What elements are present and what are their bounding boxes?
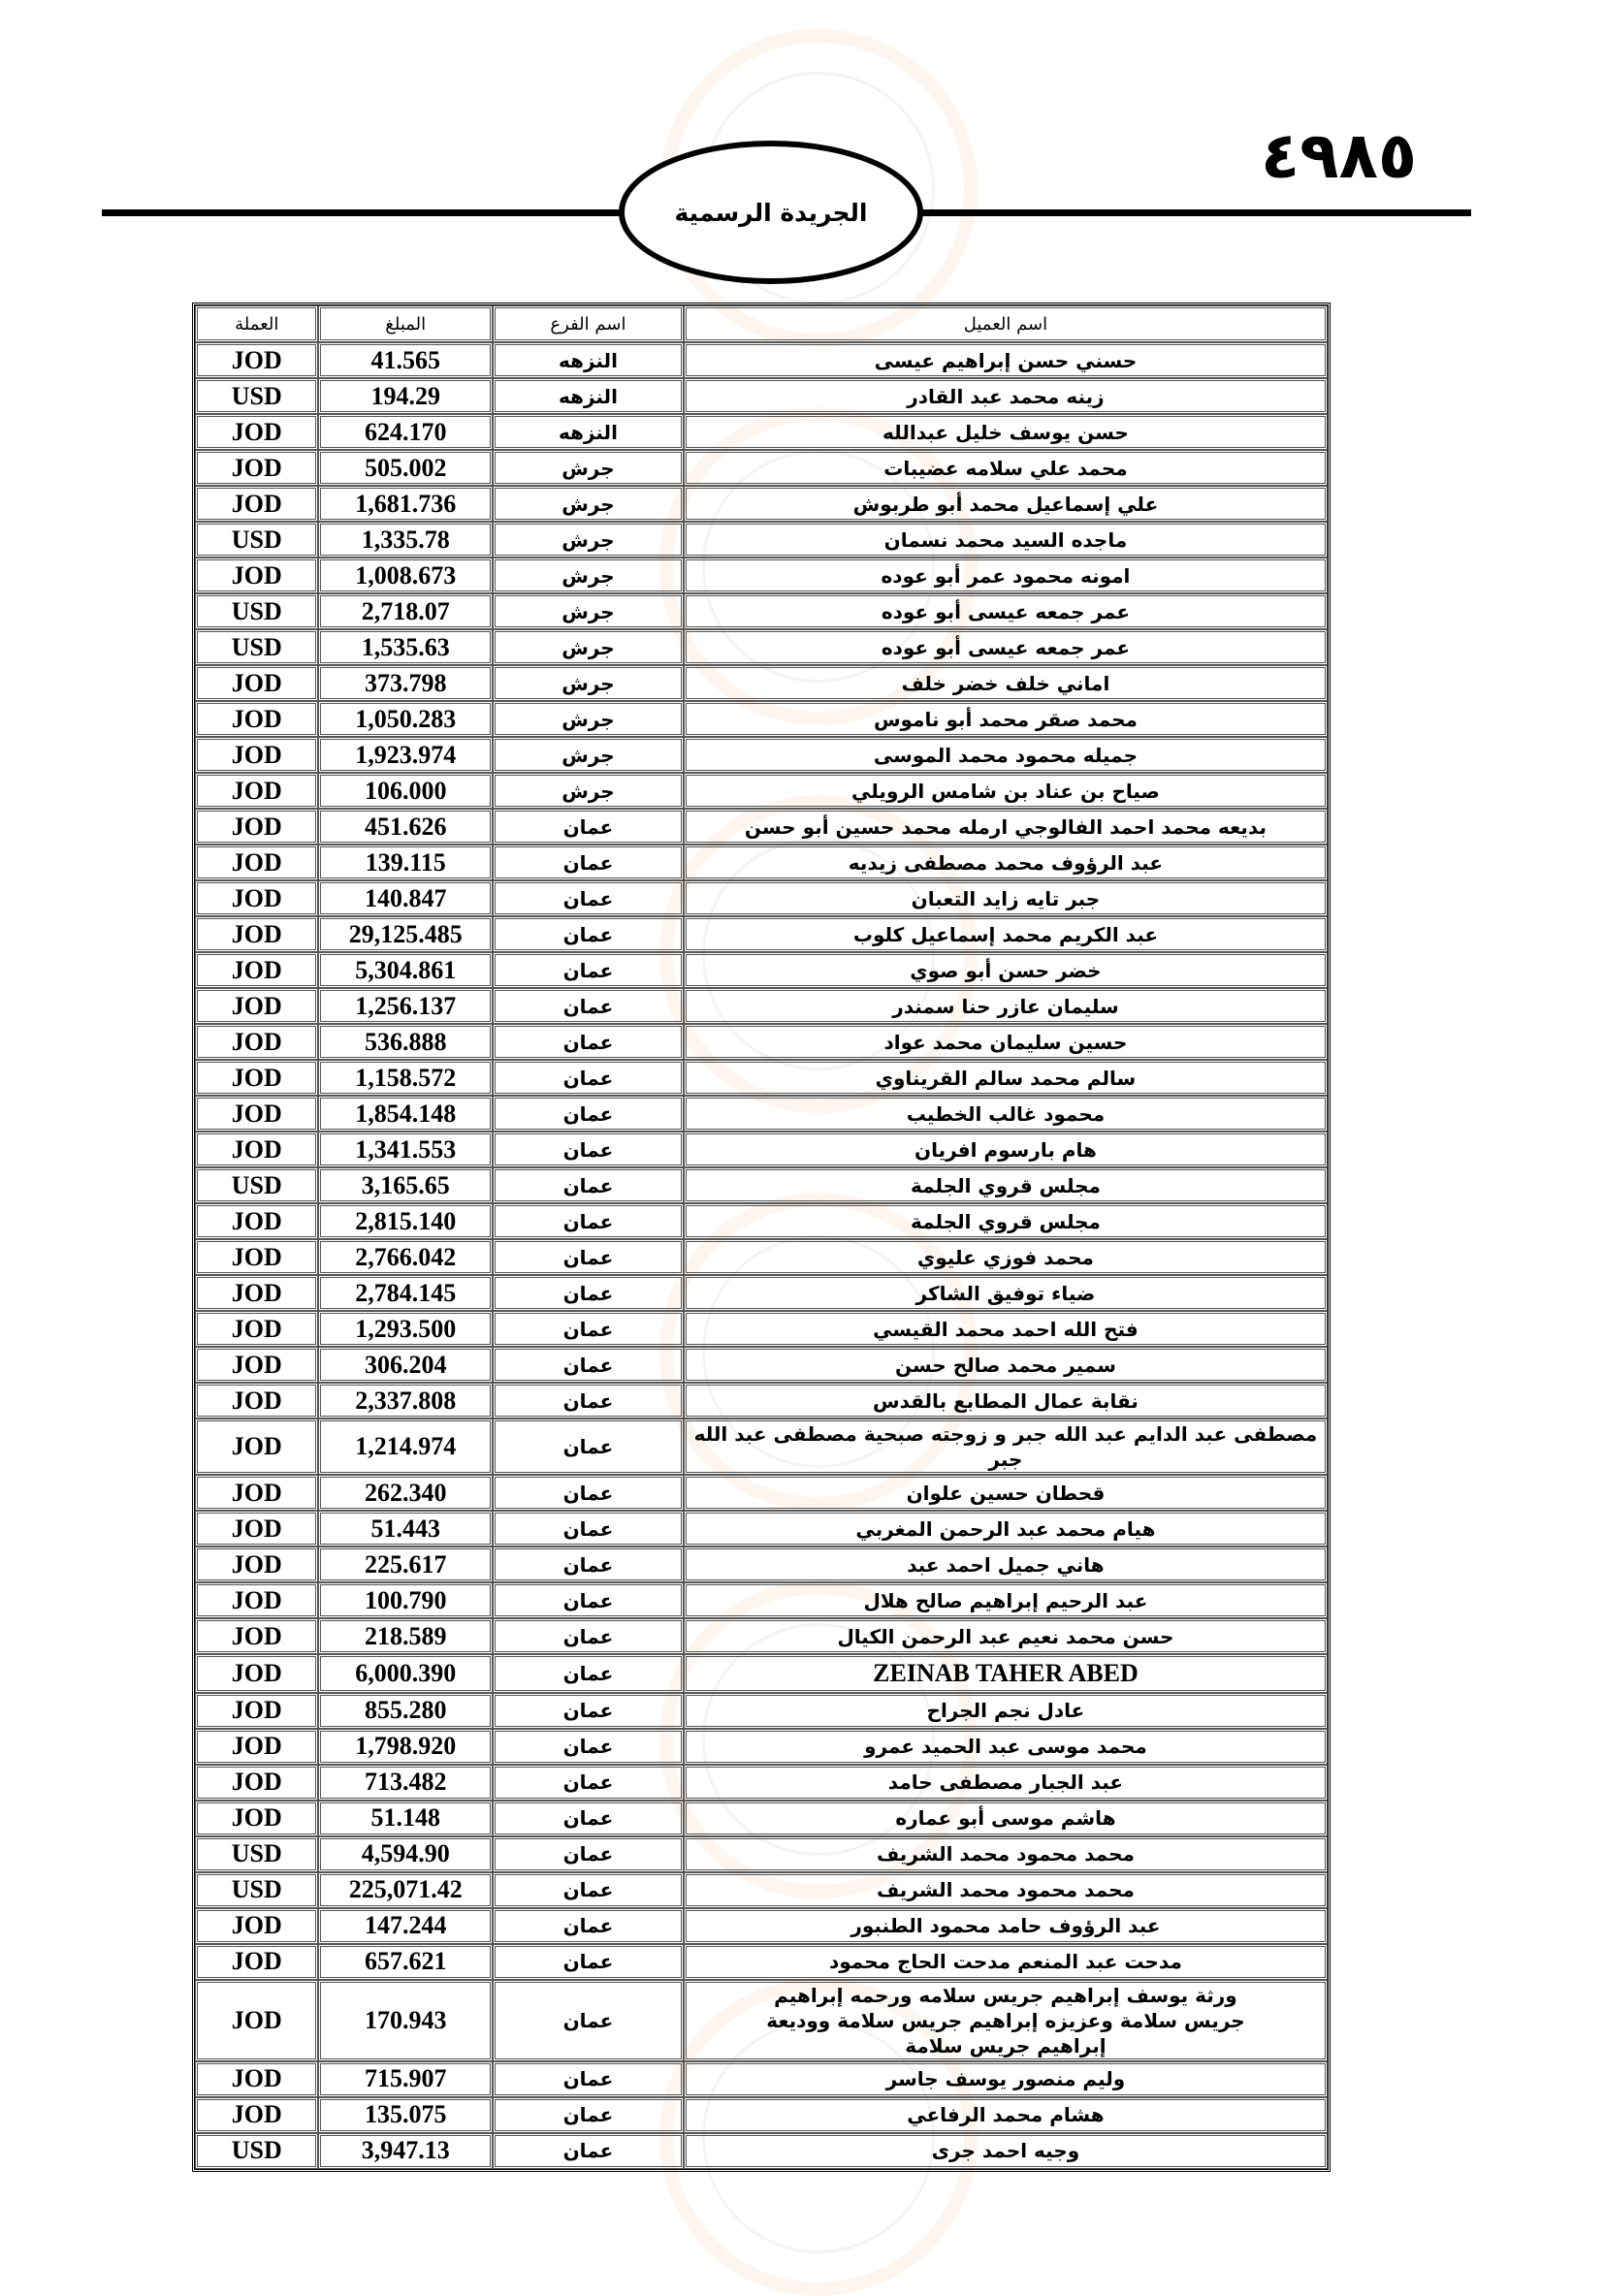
table-row <box>195 486 1328 522</box>
table-row <box>195 737 1328 773</box>
cell-currency: JOD <box>195 952 318 988</box>
table-row <box>195 1654 1328 1693</box>
cell-amount: 1,341.553 <box>318 1132 493 1167</box>
cell-branch: عمان <box>493 1654 684 1693</box>
cell-currency: JOD <box>195 1980 318 2061</box>
cell-branch: النزهه <box>493 414 684 450</box>
gazette-title: الجريدة الرسمية <box>674 198 868 227</box>
cell-name: حسن محمد نعيم عبد الرحمن الكيال <box>684 1618 1328 1654</box>
cell-branch: عمان <box>493 952 684 988</box>
cell-name: اماني خلف خضر خلف <box>684 665 1328 701</box>
cell-amount: 139.115 <box>318 845 493 880</box>
table-row <box>195 1024 1328 1060</box>
table-row <box>195 1383 1328 1419</box>
cell-branch: عمان <box>493 916 684 952</box>
page-number: ٤٩٨٥ <box>1261 118 1418 193</box>
cell-currency: JOD <box>195 880 318 916</box>
table-row <box>195 1729 1328 1765</box>
cell-amount: 1,214.974 <box>318 1419 493 1475</box>
cell-name: عبد الكريم محمد إسماعيل كلوب <box>684 916 1328 952</box>
cell-name: محمد محمود محمد الشريف <box>684 1836 1328 1872</box>
column-header-name: اسم العميل <box>684 305 1328 342</box>
cell-currency: JOD <box>195 1801 318 1836</box>
cell-branch: عمان <box>493 1908 684 1944</box>
cell-amount: 306.204 <box>318 1347 493 1383</box>
cell-amount: 624.170 <box>318 414 493 450</box>
cell-amount: 106.000 <box>318 773 493 809</box>
cell-name: جبر تايه زايد التعبان <box>684 880 1328 916</box>
cell-branch: عمان <box>493 809 684 845</box>
table-row <box>195 1582 1328 1618</box>
table-row <box>195 1096 1328 1132</box>
table-row <box>195 1980 1328 2061</box>
cell-currency: JOD <box>195 809 318 845</box>
table-row <box>195 522 1328 558</box>
cell-currency: JOD <box>195 1096 318 1132</box>
table-row <box>195 342 1328 378</box>
table-row <box>195 450 1328 486</box>
cell-name: عادل نجم الجراح <box>684 1693 1328 1729</box>
gazette-title-oval <box>619 141 923 284</box>
cell-name: هشام محمد الرفاعي <box>684 2097 1328 2133</box>
table-row <box>195 665 1328 701</box>
cell-amount: 135.075 <box>318 2097 493 2133</box>
table-row <box>195 1203 1328 1239</box>
cell-branch: عمان <box>493 1980 684 2061</box>
cell-branch: عمان <box>493 988 684 1024</box>
cell-name: مدحت عبد المنعم مدحت الحاج محمود <box>684 1944 1328 1980</box>
cell-branch: عمان <box>493 2133 684 2169</box>
cell-amount: 1,158.572 <box>318 1060 493 1096</box>
cell-branch: عمان <box>493 2097 684 2133</box>
cell-name: محمد علي سلامه عضيبات <box>684 450 1328 486</box>
cell-amount: 373.798 <box>318 665 493 701</box>
cell-branch: عمان <box>493 1132 684 1167</box>
table-row <box>195 1060 1328 1096</box>
cell-branch: عمان <box>493 1383 684 1419</box>
cell-branch: عمان <box>493 1275 684 1311</box>
cell-name: زينه محمد عبد القادر <box>684 378 1328 414</box>
cell-currency: JOD <box>195 558 318 593</box>
cell-amount: 140.847 <box>318 880 493 916</box>
cell-currency: JOD <box>195 1024 318 1060</box>
cell-amount: 536.888 <box>318 1024 493 1060</box>
cell-branch: جرش <box>493 522 684 558</box>
column-header-amount: المبلغ <box>318 305 493 342</box>
cell-name: مجلس قروي الجلمة <box>684 1167 1328 1203</box>
table-row <box>195 1872 1328 1908</box>
cell-branch: جرش <box>493 450 684 486</box>
cell-amount: 1,293.500 <box>318 1311 493 1347</box>
cell-currency: JOD <box>195 414 318 450</box>
accounts-table <box>192 303 1331 2172</box>
cell-amount: 1,256.137 <box>318 988 493 1024</box>
cell-amount: 3,165.65 <box>318 1167 493 1203</box>
cell-amount: 262.340 <box>318 1475 493 1511</box>
cell-currency: JOD <box>195 2061 318 2097</box>
cell-currency: JOD <box>195 1908 318 1944</box>
table-row <box>195 1618 1328 1654</box>
cell-branch: عمان <box>493 1024 684 1060</box>
cell-currency: JOD <box>195 1203 318 1239</box>
cell-branch: عمان <box>493 1693 684 1729</box>
cell-name: هام بارسوم افريان <box>684 1132 1328 1167</box>
cell-name: امونه محمود عمر أبو عوده <box>684 558 1328 593</box>
cell-branch: جرش <box>493 593 684 629</box>
table-row <box>195 1511 1328 1547</box>
cell-name: عمر جمعه عيسى أبو عوده <box>684 629 1328 665</box>
cell-currency: JOD <box>195 342 318 378</box>
table-row <box>195 2097 1328 2133</box>
cell-amount: 4,594.90 <box>318 1836 493 1872</box>
cell-branch: النزهه <box>493 378 684 414</box>
cell-currency: JOD <box>195 1729 318 1765</box>
table-row <box>195 1801 1328 1836</box>
cell-currency: JOD <box>195 988 318 1024</box>
cell-amount: 1,050.283 <box>318 701 493 737</box>
cell-currency: JOD <box>195 1239 318 1275</box>
cell-branch: النزهه <box>493 342 684 378</box>
cell-currency: USD <box>195 1167 318 1203</box>
cell-branch: عمان <box>493 1060 684 1096</box>
cell-currency: USD <box>195 1836 318 1872</box>
cell-name: محمد صقر محمد أبو ناموس <box>684 701 1328 737</box>
cell-name: محمد محمود محمد الشريف <box>684 1872 1328 1908</box>
table-row <box>195 1311 1328 1347</box>
cell-currency: JOD <box>195 1132 318 1167</box>
cell-currency: JOD <box>195 665 318 701</box>
table-row <box>195 1239 1328 1275</box>
cell-currency: USD <box>195 593 318 629</box>
cell-name: هاني جميل احمد عبد <box>684 1547 1328 1582</box>
cell-currency: JOD <box>195 1419 318 1475</box>
table-row <box>195 2133 1328 2169</box>
cell-currency: JOD <box>195 1944 318 1980</box>
cell-amount: 1,535.63 <box>318 629 493 665</box>
cell-currency: JOD <box>195 1618 318 1654</box>
cell-amount: 1,681.736 <box>318 486 493 522</box>
table-row <box>195 952 1328 988</box>
cell-amount: 147.244 <box>318 1908 493 1944</box>
cell-branch: عمان <box>493 1944 684 1980</box>
cell-amount: 1,854.148 <box>318 1096 493 1132</box>
table-row <box>195 1836 1328 1872</box>
table-row <box>195 2061 1328 2097</box>
cell-name: عبد الجبار مصطفى حامد <box>684 1765 1328 1801</box>
cell-amount: 5,304.861 <box>318 952 493 988</box>
table-header-row <box>195 305 1328 342</box>
cell-amount: 51.443 <box>318 1511 493 1547</box>
cell-name: هاشم موسى أبو عماره <box>684 1801 1328 1836</box>
cell-name: محمود غالب الخطيب <box>684 1096 1328 1132</box>
cell-name: صياح بن عناد بن شامس الرويلي <box>684 773 1328 809</box>
table-row <box>195 773 1328 809</box>
cell-currency: JOD <box>195 773 318 809</box>
cell-branch: عمان <box>493 1311 684 1347</box>
cell-branch: عمان <box>493 1618 684 1654</box>
cell-branch: عمان <box>493 1872 684 1908</box>
cell-name: نقابة عمال المطابع بالقدس <box>684 1383 1328 1419</box>
cell-currency: JOD <box>195 1383 318 1419</box>
table-row <box>195 414 1328 450</box>
cell-branch: عمان <box>493 1801 684 1836</box>
cell-currency: JOD <box>195 1765 318 1801</box>
cell-currency: JOD <box>195 1475 318 1511</box>
table-row <box>195 1275 1328 1311</box>
table-row <box>195 1347 1328 1383</box>
cell-name: عبد الرؤوف محمد مصطفى زيديه <box>684 845 1328 880</box>
cell-currency: JOD <box>195 916 318 952</box>
cell-name: محمد فوزي عليوي <box>684 1239 1328 1275</box>
cell-branch: جرش <box>493 486 684 522</box>
cell-name: مجلس قروي الجلمة <box>684 1203 1328 1239</box>
table-row <box>195 593 1328 629</box>
cell-name: جميله محمود محمد الموسى <box>684 737 1328 773</box>
cell-branch: عمان <box>493 1167 684 1203</box>
table-row <box>195 988 1328 1024</box>
cell-amount: 2,815.140 <box>318 1203 493 1239</box>
cell-name: سمير محمد صالح حسن <box>684 1347 1328 1383</box>
cell-amount: 2,784.145 <box>318 1275 493 1311</box>
cell-name: فتح الله احمد محمد القيسي <box>684 1311 1328 1347</box>
table-row <box>195 629 1328 665</box>
cell-amount: 1,923.974 <box>318 737 493 773</box>
cell-currency: USD <box>195 1872 318 1908</box>
cell-branch: عمان <box>493 2061 684 2097</box>
cell-amount: 2,718.07 <box>318 593 493 629</box>
cell-name: خضر حسن أبو صوي <box>684 952 1328 988</box>
cell-amount: 194.29 <box>318 378 493 414</box>
cell-name: قحطان حسين علوان <box>684 1475 1328 1511</box>
cell-name: عبد الرحيم إبراهيم صالح هلال <box>684 1582 1328 1618</box>
cell-branch: جرش <box>493 629 684 665</box>
cell-branch: جرش <box>493 558 684 593</box>
cell-branch: عمان <box>493 845 684 880</box>
cell-name: مصطفى عبد الدايم عبد الله جبر و زوجته صبحية مصطفى عبد الله جبر <box>684 1419 1328 1475</box>
cell-branch: عمان <box>493 1836 684 1872</box>
cell-branch: عمان <box>493 1547 684 1582</box>
cell-amount: 225.617 <box>318 1547 493 1582</box>
cell-amount: 2,766.042 <box>318 1239 493 1275</box>
cell-amount: 218.589 <box>318 1618 493 1654</box>
cell-name: سالم محمد سالم القريناوي <box>684 1060 1328 1096</box>
table-row <box>195 809 1328 845</box>
table-row <box>195 558 1328 593</box>
cell-name: وليم منصور يوسف جاسر <box>684 2061 1328 2097</box>
cell-branch: عمان <box>493 1203 684 1239</box>
cell-branch: جرش <box>493 773 684 809</box>
cell-currency: USD <box>195 629 318 665</box>
cell-currency: JOD <box>195 450 318 486</box>
cell-amount: 2,337.808 <box>318 1383 493 1419</box>
cell-amount: 170.943 <box>318 1980 493 2061</box>
cell-branch: عمان <box>493 1347 684 1383</box>
cell-branch: عمان <box>493 1511 684 1547</box>
cell-currency: JOD <box>195 1547 318 1582</box>
cell-currency: JOD <box>195 1311 318 1347</box>
cell-currency: USD <box>195 522 318 558</box>
cell-branch: عمان <box>493 1582 684 1618</box>
cell-currency: JOD <box>195 845 318 880</box>
table-row <box>195 845 1328 880</box>
table-row <box>195 880 1328 916</box>
cell-amount: 100.790 <box>318 1582 493 1618</box>
cell-amount: 1,008.673 <box>318 558 493 593</box>
cell-amount: 6,000.390 <box>318 1654 493 1693</box>
cell-currency: JOD <box>195 486 318 522</box>
cell-name: حسني حسن إبراهيم عيسى <box>684 342 1328 378</box>
cell-branch: عمان <box>493 880 684 916</box>
cell-branch: عمان <box>493 1239 684 1275</box>
cell-name: عمر جمعه عيسى أبو عوده <box>684 593 1328 629</box>
column-header-currency: العملة <box>195 305 318 342</box>
cell-name: سليمان عازر حنا سمندر <box>684 988 1328 1024</box>
cell-branch: عمان <box>493 1475 684 1511</box>
cell-currency: JOD <box>195 701 318 737</box>
cell-branch: عمان <box>493 1729 684 1765</box>
cell-name: ZEINAB TAHER ABED <box>684 1654 1328 1693</box>
cell-branch: جرش <box>493 737 684 773</box>
table-row <box>195 1547 1328 1582</box>
cell-amount: 225,071.42 <box>318 1872 493 1908</box>
table-row <box>195 1908 1328 1944</box>
cell-name: ورثة يوسف إبراهيم جريس سلامه ورحمه إبراهيم جريس سلامة وعزيزه إبراهيم جريس سلامة ووديعة إبراهيم جريس سلامة <box>684 1980 1328 2061</box>
table-row <box>195 701 1328 737</box>
cell-name: حسين سليمان محمد عواد <box>684 1024 1328 1060</box>
table-row <box>195 916 1328 952</box>
table-row <box>195 378 1328 414</box>
cell-amount: 715.907 <box>318 2061 493 2097</box>
table-row <box>195 1475 1328 1511</box>
cell-currency: JOD <box>195 1582 318 1618</box>
cell-branch: عمان <box>493 1765 684 1801</box>
cell-currency: USD <box>195 2133 318 2169</box>
table-row <box>195 1944 1328 1980</box>
cell-amount: 713.482 <box>318 1765 493 1801</box>
cell-name: علي إسماعيل محمد أبو طربوش <box>684 486 1328 522</box>
cell-amount: 1,335.78 <box>318 522 493 558</box>
cell-amount: 505.002 <box>318 450 493 486</box>
table-row <box>195 1419 1328 1475</box>
table-row <box>195 1765 1328 1801</box>
cell-branch: جرش <box>493 701 684 737</box>
cell-branch: عمان <box>493 1419 684 1475</box>
cell-currency: JOD <box>195 1275 318 1311</box>
cell-amount: 657.621 <box>318 1944 493 1980</box>
cell-currency: JOD <box>195 737 318 773</box>
cell-amount: 1,798.920 <box>318 1729 493 1765</box>
table-row <box>195 1167 1328 1203</box>
cell-name: وجيه احمد جرى <box>684 2133 1328 2169</box>
cell-amount: 51.148 <box>318 1801 493 1836</box>
cell-currency: JOD <box>195 1693 318 1729</box>
cell-currency: USD <box>195 378 318 414</box>
cell-branch: جرش <box>493 665 684 701</box>
cell-name: هيام محمد عبد الرحمن المغربي <box>684 1511 1328 1547</box>
column-header-branch: اسم الفرع <box>493 305 684 342</box>
cell-amount: 855.280 <box>318 1693 493 1729</box>
cell-currency: JOD <box>195 1654 318 1693</box>
cell-branch: عمان <box>493 1096 684 1132</box>
table-row <box>195 1132 1328 1167</box>
table-row <box>195 1693 1328 1729</box>
cell-name: بديعه محمد احمد الفالوجي ارمله محمد حسين أبو حسن <box>684 809 1328 845</box>
cell-currency: JOD <box>195 1060 318 1096</box>
cell-currency: JOD <box>195 2097 318 2133</box>
cell-currency: JOD <box>195 1347 318 1383</box>
cell-currency: JOD <box>195 1511 318 1547</box>
cell-amount: 41.565 <box>318 342 493 378</box>
cell-name: عبد الرؤوف حامد محمود الطنبور <box>684 1908 1328 1944</box>
cell-amount: 451.626 <box>318 809 493 845</box>
cell-name: محمد موسى عبد الحميد عمرو <box>684 1729 1328 1765</box>
cell-amount: 29,125.485 <box>318 916 493 952</box>
cell-name: حسن يوسف خليل عبدالله <box>684 414 1328 450</box>
cell-amount: 3,947.13 <box>318 2133 493 2169</box>
cell-name: ماجده السيد محمد نسمان <box>684 522 1328 558</box>
cell-name: ضياء توفيق الشاكر <box>684 1275 1328 1311</box>
